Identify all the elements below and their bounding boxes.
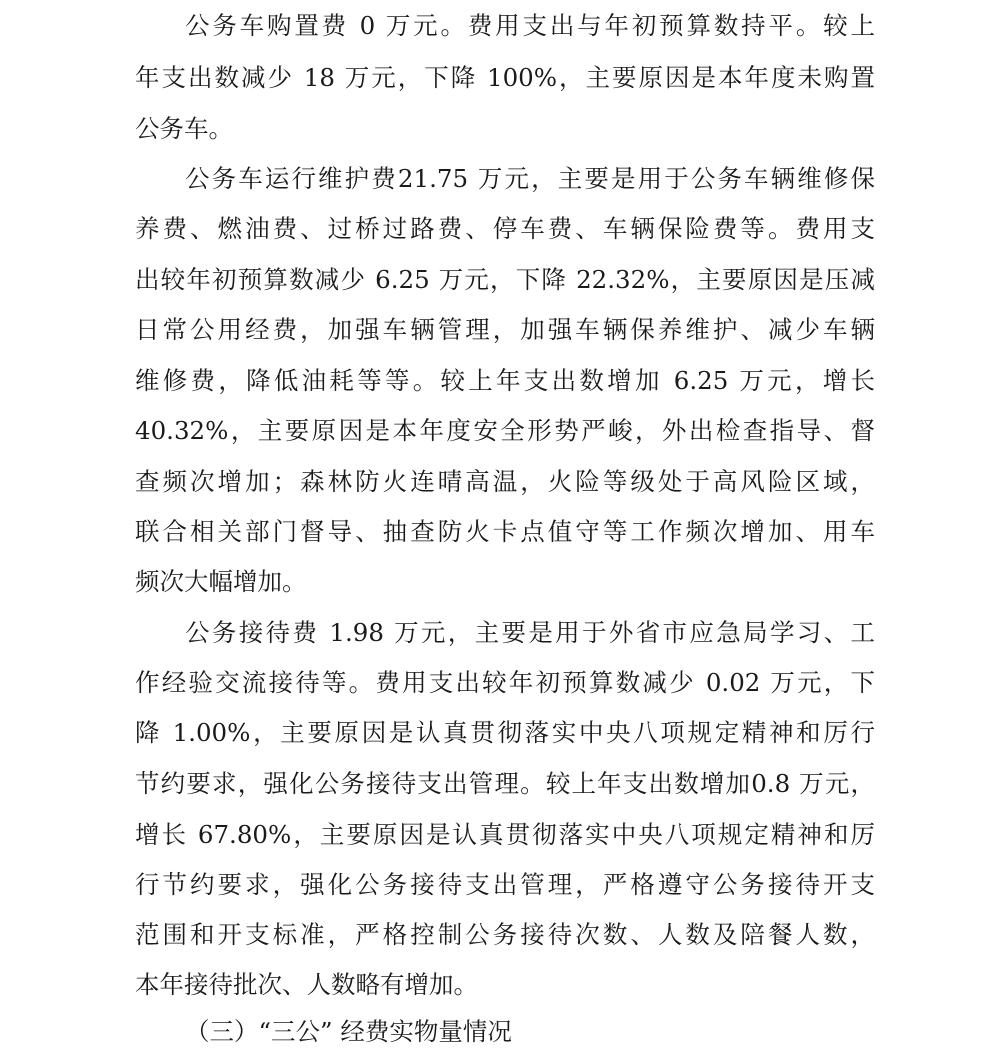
paragraph-2-line-6: 40.32%，主要原因是本年度安全形势严峻，外出检查指导、督: [135, 416, 875, 445]
paragraph-2-line-7: 查频次增加；森林防火连晴高温，火险等级处于高风险区域，: [135, 467, 875, 496]
paragraph-1-line-2: 年支出数减少 18 万元，下降 100%，主要原因是本年度未购置: [135, 63, 875, 92]
paragraph-3-line-1: 公务接待费 1.98 万元，主要是用于外省市应急局学习、工: [185, 618, 875, 647]
paragraph-3-line-3: 降 1.00%，主要原因是认真贯彻落实中央八项规定精神和厉行: [135, 718, 875, 747]
paragraph-3-line-2: 作经验交流接待等。费用支出较年初预算数减少 0.02 万元，下: [135, 668, 875, 697]
paragraph-2-line-1: 公务车运行维护费21.75 万元，主要是用于公务车辆维修保: [185, 164, 875, 193]
paragraph-2-line-5: 维修费，降低油耗等等。较上年支出数增加 6.25 万元，增长: [135, 366, 875, 395]
section-heading: （三）“三公” 经费实物量情况: [185, 1017, 512, 1046]
paragraph-2-line-9: 频次大幅增加。: [135, 567, 307, 596]
paragraph-2-line-8: 联合相关部门督导、抽查防火卡点值守等工作频次增加、用车: [135, 517, 875, 546]
paragraph-3-line-8: 本年接待批次、人数略有增加。: [135, 970, 478, 999]
paragraph-1-line-3: 公务车。: [135, 114, 233, 143]
paragraph-3-line-4: 节约要求，强化公务接待支出管理。较上年支出数增加0.8 万元，: [135, 769, 875, 798]
paragraph-3-line-5: 增长 67.80%，主要原因是认真贯彻落实中央八项规定精神和厉: [135, 820, 875, 849]
paragraph-3-line-7: 范围和开支标准，严格控制公务接待次数、人数及陪餐人数，: [135, 920, 875, 949]
paragraph-2-line-3: 出较年初预算数减少 6.25 万元，下降 22.32%，主要原因是压减: [135, 265, 875, 294]
paragraph-2-line-4: 日常公用经费，加强车辆管理，加强车辆保养维护、减少车辆: [135, 315, 875, 344]
paragraph-3-line-6: 行节约要求，强化公务接待支出管理，严格遵守公务接待开支: [135, 870, 875, 899]
paragraph-1-line-1: 公务车购置费 0 万元。费用支出与年初预算数持平。较上: [185, 11, 875, 40]
paragraph-2-line-2: 养费、燃油费、过桥过路费、停车费、车辆保险费等。费用支: [135, 214, 875, 243]
